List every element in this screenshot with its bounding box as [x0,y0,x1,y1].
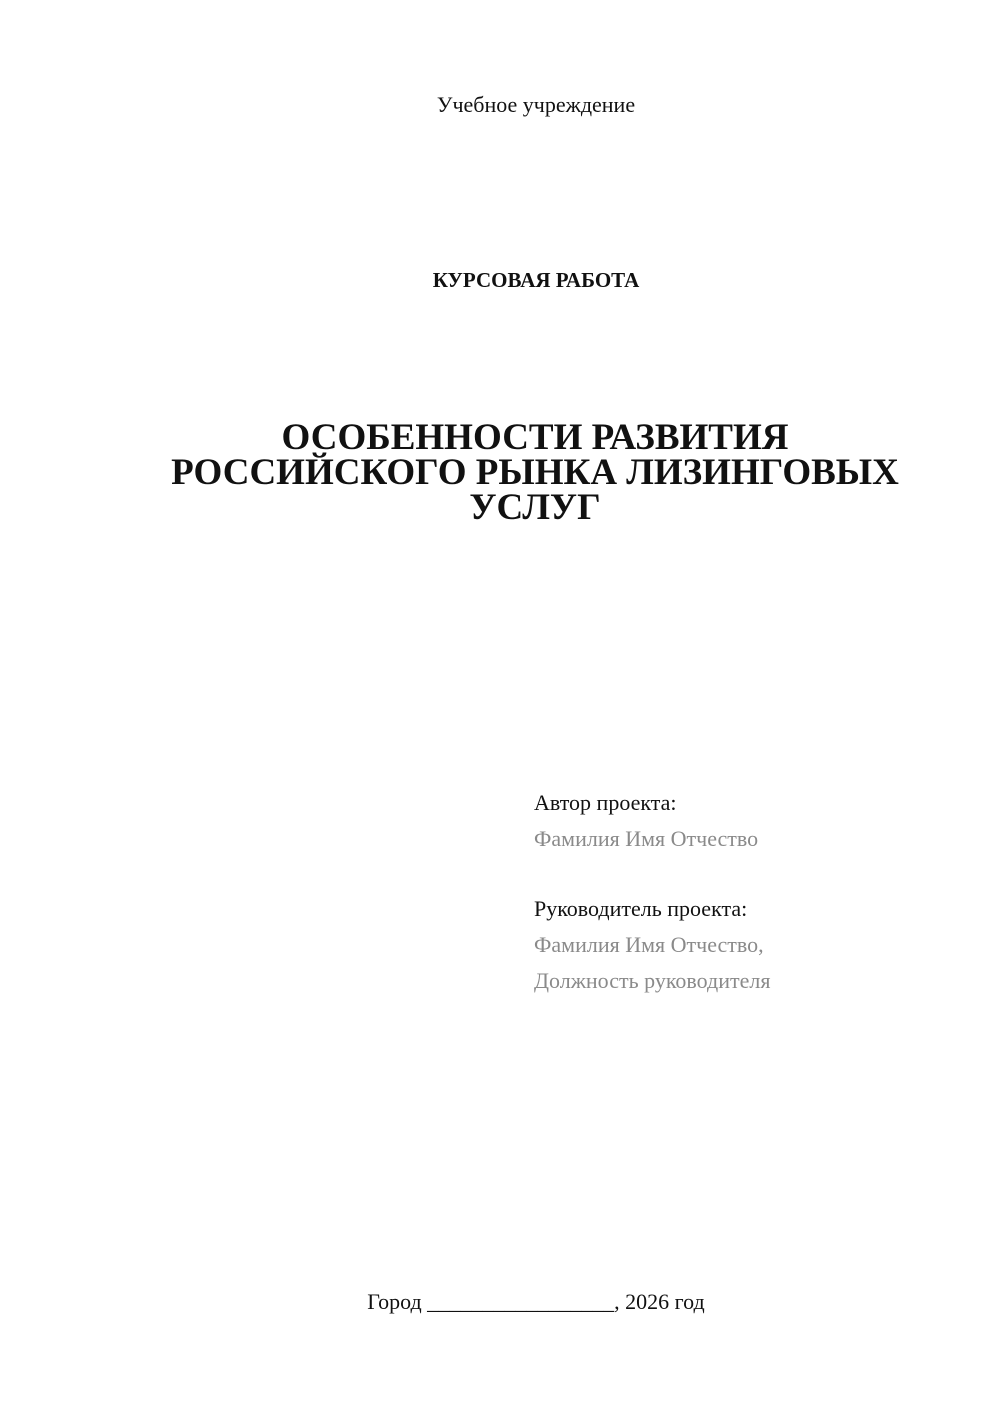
work-type-heading: КУРСОВАЯ РАБОТА [432,268,640,292]
author-block [534,785,974,857]
supervisor-name: Фамилия Имя Отчество, [534,932,764,957]
title-line: УСЛУГ [469,487,601,528]
supervisor-block [534,891,974,999]
author-name: Фамилия Имя Отчество [534,826,759,851]
document-title [120,417,950,528]
city-year-line: Город _________________, 2026 год [367,1289,705,1314]
institution-name: Учебное учреждение [436,92,636,117]
title-line: ОСОБЕННОСТИ РАЗВИТИЯ [281,417,789,458]
supervisor-position: Должность руководителя [534,968,771,993]
supervisor-label: Руководитель проекта: [534,896,748,921]
title-line: РОССИЙСКОГО РЫНКА ЛИЗИНГОВЫХ [171,452,899,493]
author-label: Автор проекта: [534,790,677,815]
